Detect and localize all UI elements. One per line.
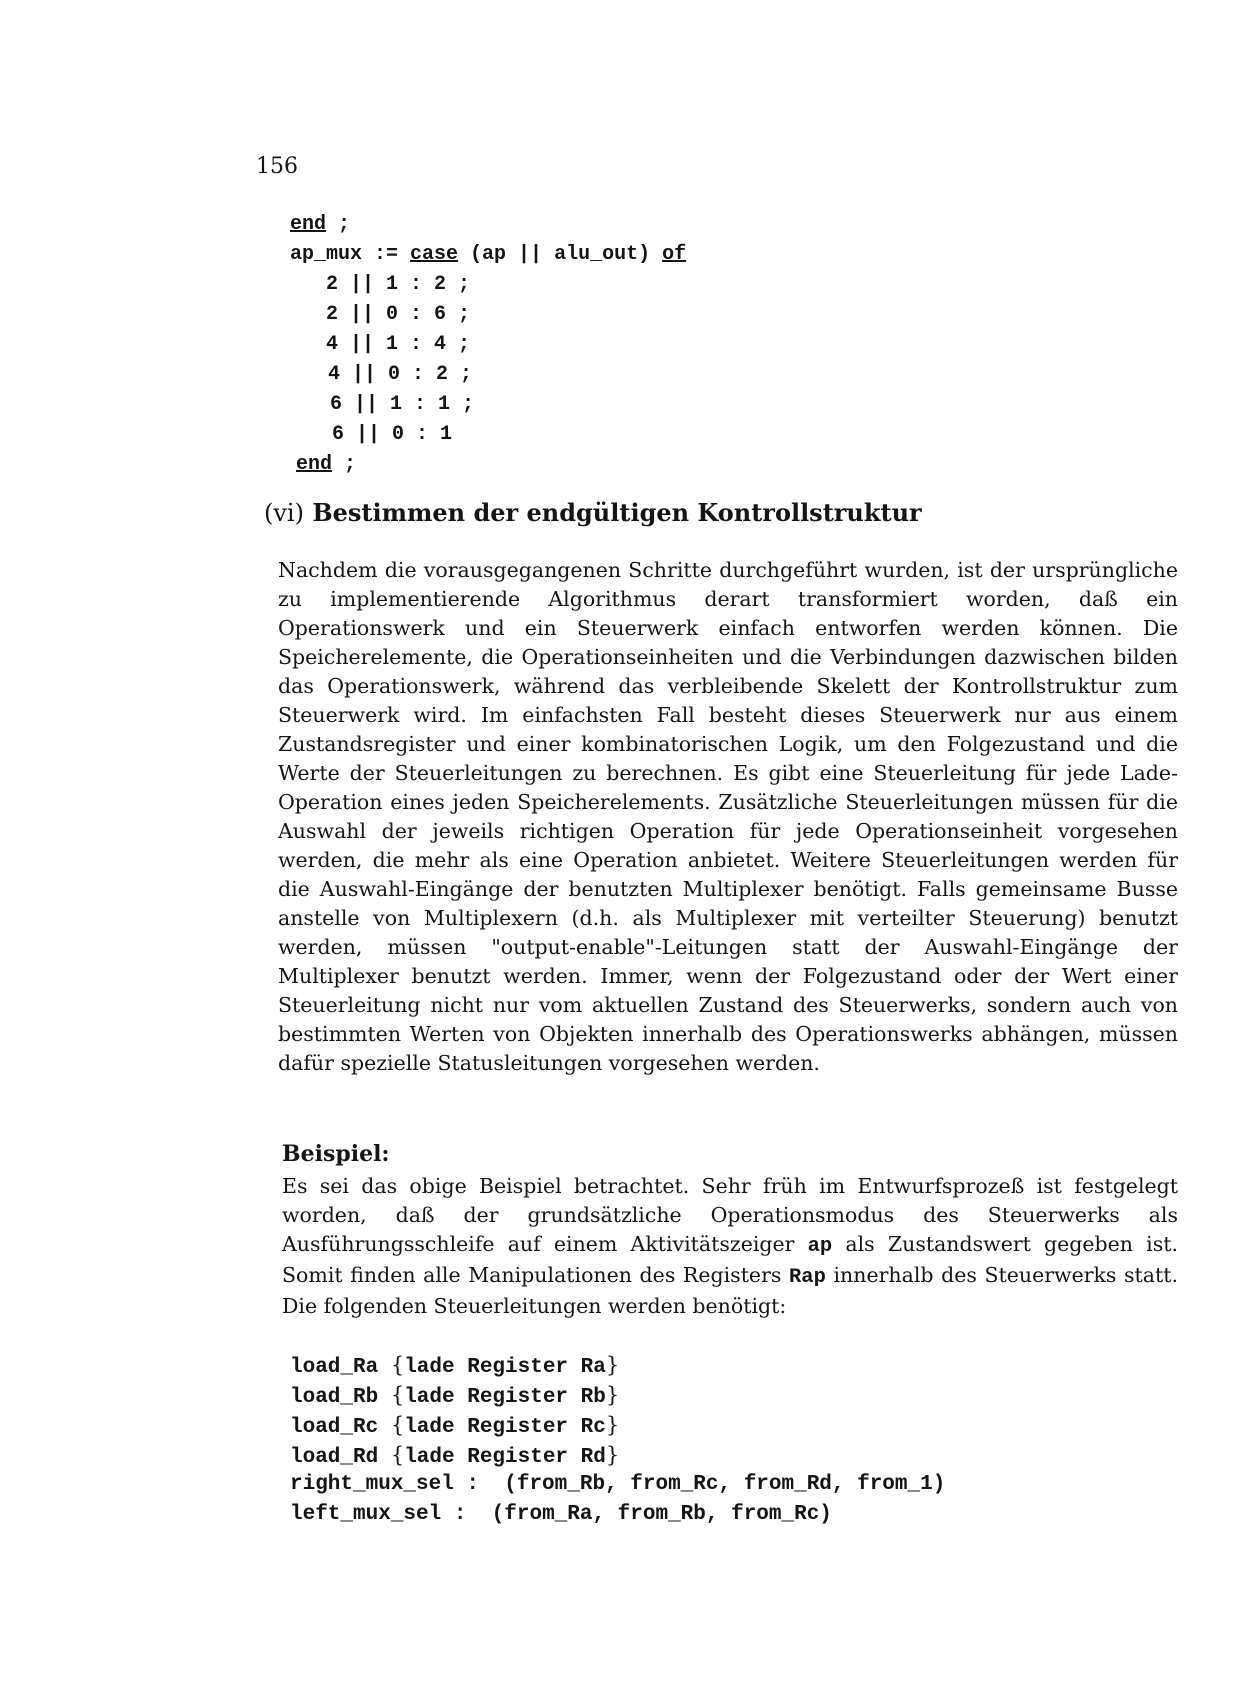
code-line-assign xyxy=(290,243,686,266)
close-brace-icon: } xyxy=(605,1383,620,1407)
example-text xyxy=(282,1172,1178,1321)
signal-values: (from_Rb, from_Rc, from_Rd, from_1) xyxy=(504,1473,946,1496)
inline-code: Rap xyxy=(789,1266,826,1289)
example-text-part: Es sei das obige Beispiel betrachtet. Sehr früh im Entwurfsprozeß ist festgelegt worden, daß der grundsätzliche Operationsmodus des Steuerwerks als Ausführungsschleife auf einem Aktivitätszeiger xyxy=(282,1174,1178,1256)
page-number: 156 xyxy=(256,154,298,179)
signal-name: left_mux_sel xyxy=(290,1503,442,1526)
signal-desc: lade Register Ra xyxy=(404,1356,606,1379)
case-keyword: case xyxy=(410,243,459,266)
signal-name: load_Ra xyxy=(290,1356,379,1379)
signal-name: load_Rc xyxy=(290,1416,379,1439)
case-line: 4 || 1 : 4 ; xyxy=(326,333,471,356)
case-line: 2 || 1 : 2 ; xyxy=(326,273,471,296)
section-number: (vi) xyxy=(264,499,304,527)
case-line: 2 || 0 : 6 ; xyxy=(326,303,471,326)
code-line-end xyxy=(290,213,350,236)
example-text-part: innerhalb des Steuerwerks statt. Die folgenden Steuerleitungen werden benötigt: xyxy=(282,1263,1179,1318)
end-semicolon: ; xyxy=(326,213,351,236)
body-paragraph xyxy=(278,556,1178,1078)
mux-signal-line xyxy=(290,1500,945,1530)
signal-name: load_Rb xyxy=(290,1386,379,1409)
signal-line xyxy=(290,1440,945,1470)
close-brace-icon: } xyxy=(605,1413,620,1437)
of-keyword: of xyxy=(662,243,687,266)
open-brace-icon: { xyxy=(390,1353,405,1377)
close-brace-icon: } xyxy=(605,1443,620,1467)
code-block xyxy=(290,213,790,493)
signal-list xyxy=(290,1350,945,1530)
signal-line xyxy=(290,1410,945,1440)
mux-signal-line xyxy=(290,1470,945,1500)
signal-desc: lade Register Rb xyxy=(404,1386,606,1409)
case-line: 6 || 1 : 1 ; xyxy=(330,393,475,416)
signal-line xyxy=(290,1380,945,1410)
signal-values: (from_Ra, from_Rb, from_Rc) xyxy=(491,1503,832,1526)
signal-desc: lade Register Rc xyxy=(404,1416,606,1439)
end-semicolon: ; xyxy=(332,453,357,476)
inline-code: ap xyxy=(807,1235,833,1258)
end-keyword: end xyxy=(296,453,333,476)
case-expression: (ap || alu_out) xyxy=(458,243,663,266)
open-brace-icon: { xyxy=(390,1383,405,1407)
assign-lhs: ap_mux := xyxy=(290,243,411,266)
case-line: 4 || 0 : 2 ; xyxy=(328,363,473,386)
close-brace-icon: } xyxy=(605,1353,620,1377)
signal-line xyxy=(290,1350,945,1380)
signal-separator: : xyxy=(453,1473,505,1496)
example-paragraph xyxy=(282,1172,1178,1321)
signal-desc: lade Register Rd xyxy=(404,1446,606,1469)
code-line-end xyxy=(296,453,356,476)
example-label: Beispiel: xyxy=(282,1141,390,1167)
case-line: 6 || 0 : 1 xyxy=(332,423,453,446)
open-brace-icon: { xyxy=(390,1413,405,1437)
signal-name: right_mux_sel xyxy=(290,1473,454,1496)
open-brace-icon: { xyxy=(390,1443,405,1467)
signal-name: load_Rd xyxy=(290,1446,379,1469)
paragraph-text: Nachdem die vorausgegangenen Schritte durchgeführt wurden, ist der ursprüngliche zu implementierende Algorithmus derart transformiert worden, daß ein Operationswerk und ein Steuerwerk einfach entworfen werden können. Die Speicherelemente, die Operationseinheiten und die Verbindungen dazwischen bilden das Operationswerk, während das verbleibende Skelett der Kontrollstruktur zum Steuerwerk wird. Im einfachsten Fall besteht dieses Steuerwerk nur aus einem Zustandsregister und einer kombinatorischen Logik, um den Folgezustand und die Werte der Steuerleitungen zu berechnen. Es gibt eine Steuerleitung für jede Lade-Operation eines jeden Speicherelements. Zusätzliche Steuerleitungen müssen für die Auswahl der jeweils richtigen Operation für jede Operationseinheit vorgesehen werden, die mehr als eine Operation anbietet. Weitere Steuerleitungen werden für die Auswahl-Eingänge der benutzten Multiplexer benötigt. Falls gemeinsame Busse anstelle von Multiplexern (d.h. als Multiplexer mit verteilter Steuerung) benutzt werden, müssen "output-enable"-Leitungen statt der Auswahl-Eingänge der Multiplexer benutzt werden. Immer, wenn der Folgezustand oder der Wert einer Steuerleitung nicht nur vom aktuellen Zustand des Steuerwerks, sondern auch von bestimmten Werten von Objekten innerhalb des Operationswerks abhängen, müssen dafür spezielle Statusleitungen vorgesehen werden. xyxy=(278,558,1178,1075)
signal-separator: : xyxy=(441,1503,492,1526)
section-title: Bestimmen der endgültigen Kontrollstruktur xyxy=(312,498,922,527)
section-heading xyxy=(264,498,922,527)
example-text-part: als Zustandswert gegeben ist. Somit finden alle Manipulationen des Registers xyxy=(282,1232,1179,1287)
end-keyword: end xyxy=(290,213,327,236)
